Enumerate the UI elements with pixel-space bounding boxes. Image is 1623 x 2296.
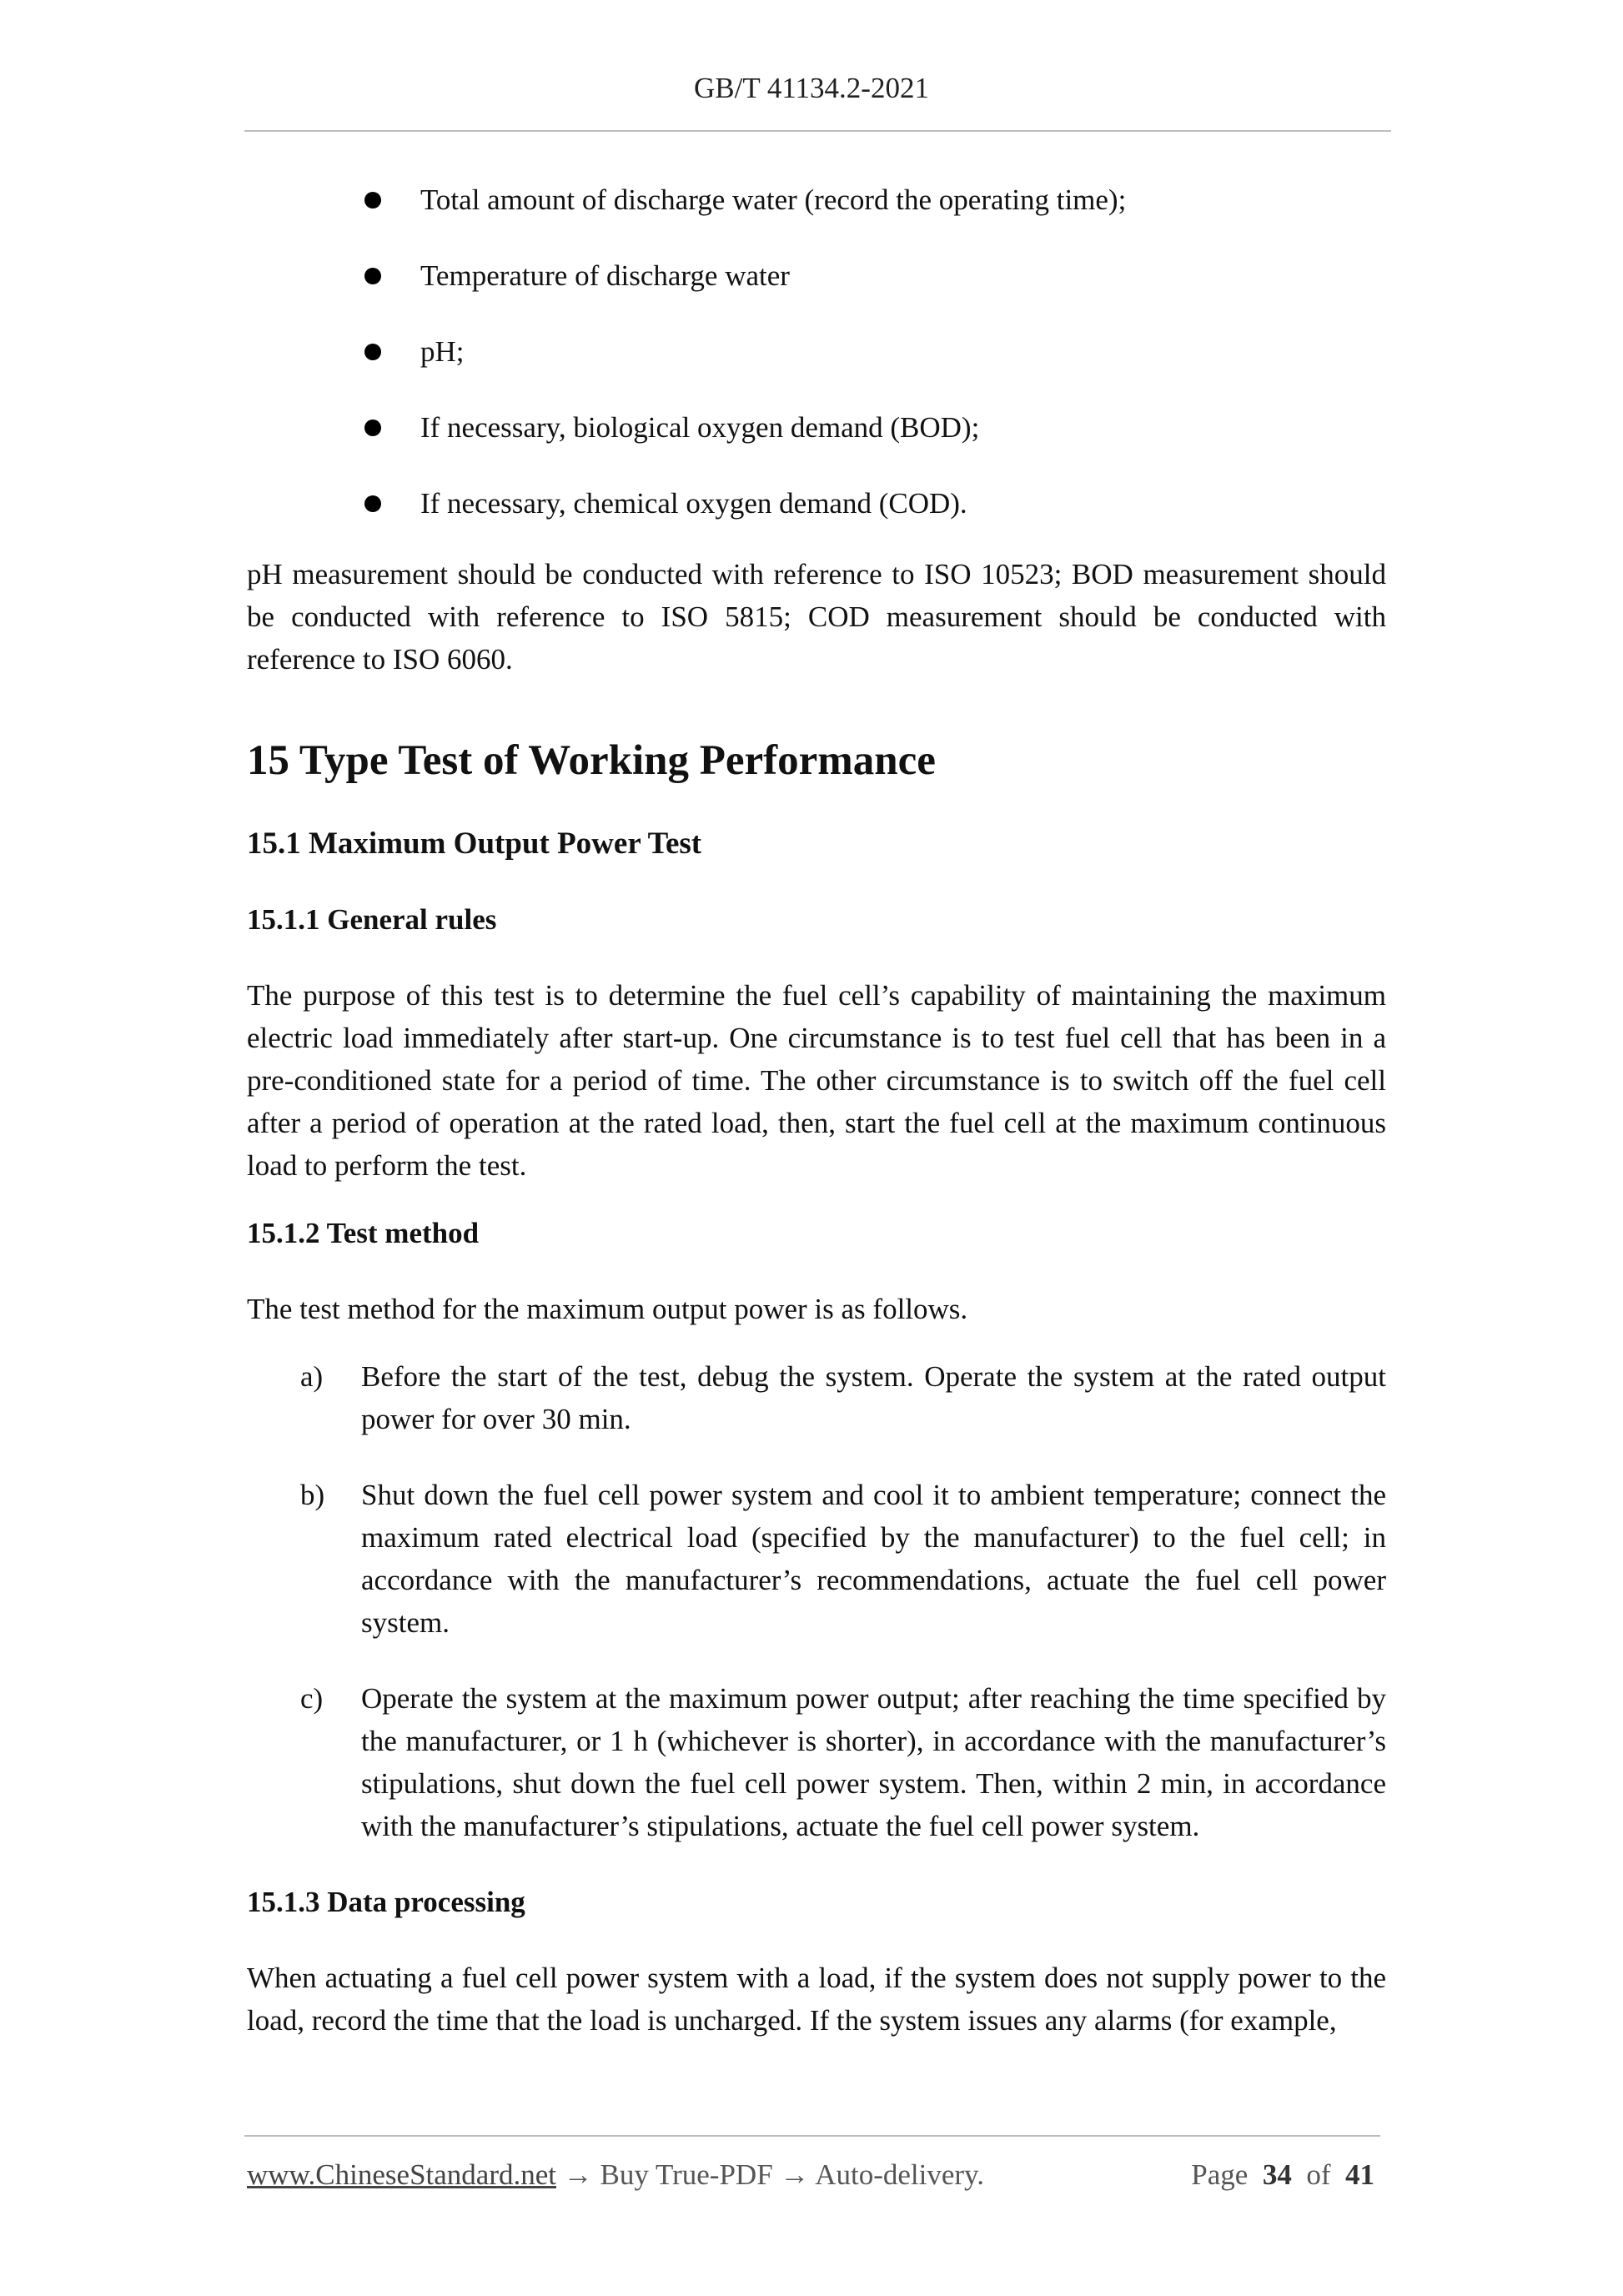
- list-item-text: pH;: [420, 335, 465, 368]
- bullet-dot-icon: [364, 344, 381, 360]
- clause-heading-data-processing: 15.1.3 Data processing: [247, 1886, 525, 1918]
- bullet-dot-icon: [364, 192, 381, 208]
- list-item: [247, 330, 1386, 373]
- of-label: of: [1306, 2158, 1331, 2191]
- list-item: [247, 1677, 1386, 1847]
- page-number: 34: [1262, 2158, 1292, 2191]
- step-marker: a): [300, 1360, 324, 1393]
- test-method-intro: The test method for the maximum output power is as follows.: [247, 1293, 968, 1325]
- footer-tagline: → Buy True-PDF → Auto-delivery.: [556, 2158, 985, 2191]
- list-item-text: If necessary, biological oxygen demand (BOD);: [420, 411, 980, 444]
- reference-paragraph: pH measurement should be conducted with reference to ISO 10523; BOD measurement should be conducted with reference to ISO 5815; COD measurement should be conducted with reference to ISO 6060.: [247, 558, 1386, 676]
- data-processing-paragraph: When actuating a fuel cell power system with a load, if the system does not supply power to the load, record the time that the load is uncharged. If the system issues any alarms (for example,: [247, 1962, 1386, 2037]
- list-item: [247, 482, 1386, 525]
- list-item-text: Temperature of discharge water: [420, 259, 790, 292]
- test-steps-list: [247, 1355, 1386, 1847]
- list-item-text: Total amount of discharge water (record the operating time);: [420, 183, 1127, 216]
- list-item: [247, 406, 1386, 449]
- clause-heading-test-method: 15.1.2 Test method: [247, 1217, 480, 1249]
- discharge-measurement-list: [247, 178, 1386, 525]
- page-content: [247, 178, 1386, 2042]
- step-marker: b): [300, 1479, 325, 1511]
- step-text: Before the start of the test, debug the system. Operate the system at the rated output power for over 30 min.: [361, 1360, 1386, 1435]
- footer-divider: [244, 2135, 1380, 2137]
- bullet-dot-icon: [364, 420, 381, 436]
- list-item: [247, 1355, 1386, 1440]
- step-text: Shut down the fuel cell power system and cool it to ambient temperature; connect the maximum rated electrical load (specified by the manufacturer) to the fuel cell; in accordance with the manufacturer’s recommendations, actuate the fuel cell power system.: [361, 1479, 1386, 1639]
- footer: [247, 2158, 1383, 2192]
- header-divider: [244, 130, 1391, 132]
- bullet-dot-icon: [364, 268, 381, 284]
- list-item: [247, 178, 1386, 221]
- list-item-text: If necessary, chemical oxygen demand (COD).: [420, 487, 967, 520]
- header-doc-id: GB/T 41134.2-2021: [694, 72, 929, 104]
- list-item: [247, 254, 1386, 297]
- footer-site-link[interactable]: www.ChineseStandard.net: [247, 2158, 556, 2191]
- list-item: [247, 1474, 1386, 1644]
- step-marker: c): [300, 1682, 324, 1715]
- step-text: Operate the system at the maximum power output; after reaching the time specified by the manufacturer, or 1 h (whichever is shorter), in accordance with the manufacturer’s stipulations, shut down the fuel cell power system. Then, within 2 min, in accordance with the manufacturer’s stipulations, actuate the fuel cell power system.: [361, 1682, 1386, 1842]
- bullet-dot-icon: [364, 495, 381, 512]
- page-total: 41: [1345, 2158, 1374, 2191]
- subsection-heading: 15.1 Maximum Output Power Test: [247, 826, 702, 861]
- page-indicator: [1191, 2158, 1374, 2192]
- clause-heading-general-rules: 15.1.1 General rules: [247, 903, 497, 936]
- section-heading: 15 Type Test of Working Performance: [247, 737, 936, 784]
- page-label: Page: [1191, 2158, 1249, 2191]
- general-rules-paragraph: The purpose of this test is to determine the fuel cell’s capability of maintaining the maximum electric load immediately after start-up. One circumstance is to test fuel cell that has been in a pre-conditioned state for a period of time. The other circumstance is to switch off the fuel cell after a period of operation at the rated load, then, start the fuel cell at the maximum continuous load to perform the test.: [247, 979, 1386, 1182]
- footer-left: [247, 2158, 984, 2191]
